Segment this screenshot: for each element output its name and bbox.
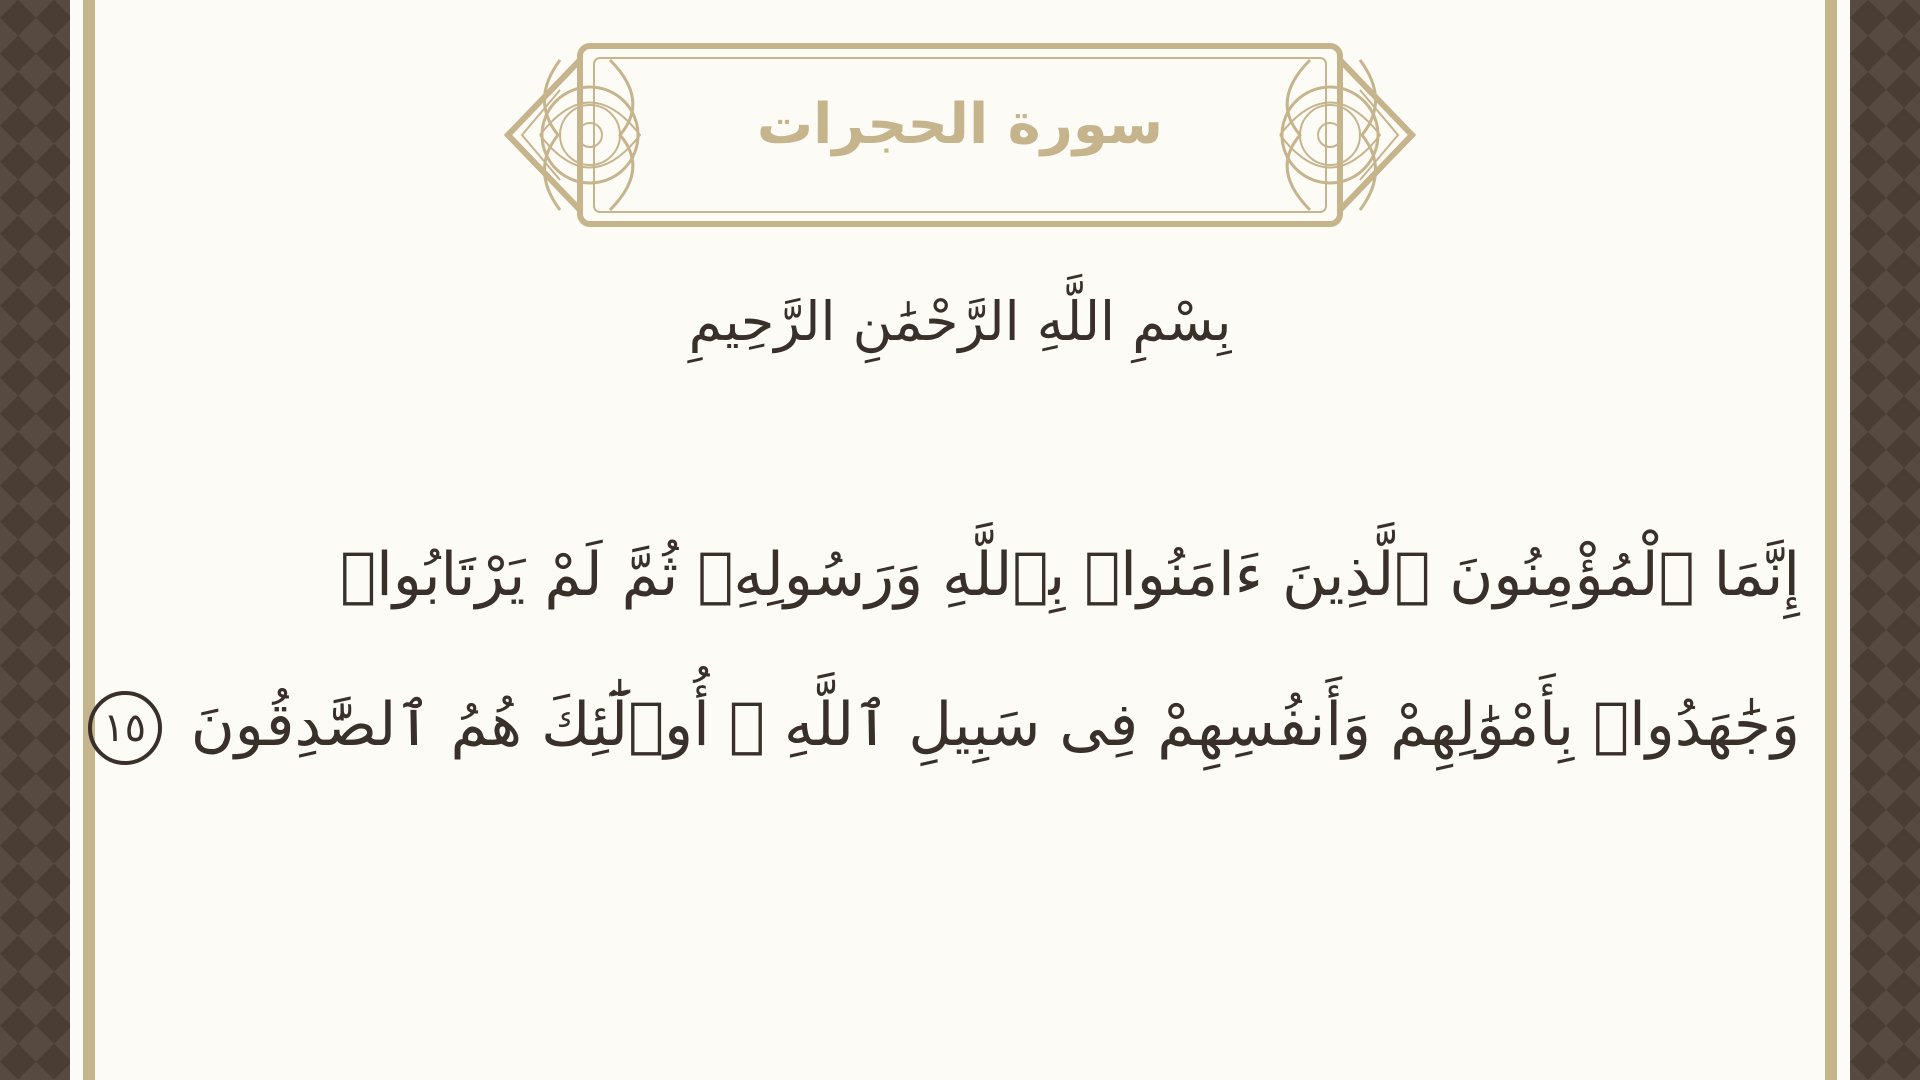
left-gold-rule [83, 0, 95, 1080]
right-gold-rule [1825, 0, 1837, 1080]
surah-title-cartouche [500, 40, 1420, 230]
right-ornamental-border [1850, 0, 1920, 1080]
verse-line-2-text: وَجَٰهَدُوا۟ بِأَمْوَٰلِهِمْ وَأَنفُسِهِمْ فِى سَبِيلِ ٱللَّهِ ۚ أُو۟لَٰٓئِكَ هُمُ ٱلصَّٰدِقُونَ [190, 690, 1800, 760]
ayah-number-marker: ١٥ [88, 691, 162, 765]
basmala: بِسْمِ اللَّهِ الرَّحْمَٰنِ الرَّحِيمِ [688, 290, 1232, 353]
verse-text [103, 500, 1800, 800]
surah-title: سورة الحجرات [756, 92, 1164, 157]
verse-line-2 [103, 650, 1800, 800]
left-ornamental-border [0, 0, 70, 1080]
verse-line-1: إِنَّمَا ٱلْمُؤْمِنُونَ ٱلَّذِينَ ءَامَنُوا۟ بِٱللَّهِ وَرَسُولِهِۦ ثُمَّ لَمْ يَرْتَابُوا۟ [340, 540, 1800, 610]
